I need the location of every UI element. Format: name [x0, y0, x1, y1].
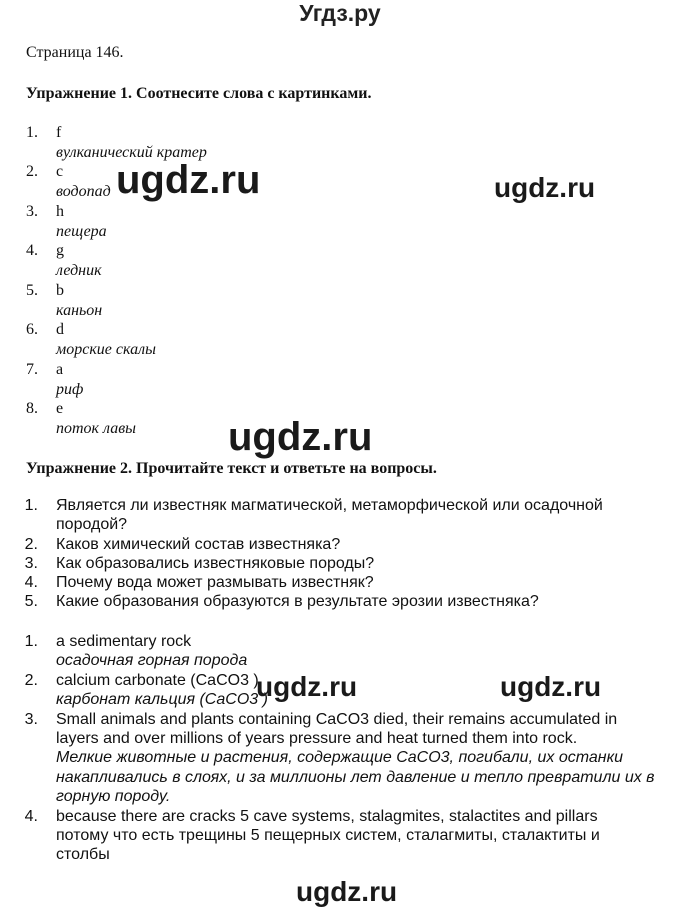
- answer-translation: Мелкие животные и растения, содержащие CaCO3, погибали, их останки: [56, 749, 624, 766]
- watermark: ugdz.ru: [256, 671, 358, 702]
- ex1-item-number: 5.: [26, 282, 38, 299]
- ex1-item-letter: c: [56, 163, 64, 180]
- ex1-item-number: 8.: [26, 400, 38, 417]
- ex1-item-translation: пещера: [56, 223, 107, 240]
- ex1-item-translation: водопад: [56, 183, 111, 200]
- ex1-item-number: 1.: [26, 124, 38, 141]
- question-number: 1.: [24, 497, 38, 514]
- answer-translation: накапливались в слоях, и за миллионы лет давление и тепло превратили их в: [56, 769, 655, 786]
- question-number: 2.: [24, 536, 38, 553]
- exercise1-heading: Упражнение 1. Соотнесите слова с картинками.: [26, 85, 372, 102]
- ex1-item-number: 7.: [26, 361, 38, 378]
- answer-number: 2.: [24, 672, 38, 689]
- answer-number: 4.: [24, 808, 38, 825]
- ex1-item-letter: d: [56, 321, 64, 338]
- ex1-item-translation: каньон: [56, 302, 103, 319]
- site-title[interactable]: Угдз.ру: [299, 0, 381, 26]
- ex1-item-number: 2.: [26, 163, 38, 180]
- watermark: ugdz.ru: [228, 415, 373, 459]
- answer-text: Small animals and plants containing CaCO3 died, their remains accumulated in: [56, 711, 618, 728]
- ex1-item-number: 4.: [26, 242, 38, 259]
- answer-text: потому что есть трещины 5 пещерных систем, сталагмиты, сталактиты и: [56, 827, 600, 844]
- question-number: 4.: [24, 574, 38, 591]
- watermark: ugdz.ru: [494, 172, 596, 203]
- ex1-item-letter: b: [56, 282, 64, 299]
- answer-text: because there are cracks 5 cave systems, stalagmites, stalactites and pillars: [56, 808, 598, 825]
- ex1-item-number: 6.: [26, 321, 38, 338]
- question-text: Каков химический состав известняка?: [56, 536, 341, 553]
- answer-text: calcium carbonate (CaCO3 ): [56, 672, 259, 689]
- ex1-item-translation: поток лавы: [56, 420, 136, 437]
- exercise2-heading: Упражнение 2. Прочитайте текст и ответьте на вопросы.: [26, 460, 437, 477]
- answer-text: столбы: [56, 846, 110, 863]
- answer-number: 1.: [24, 633, 38, 650]
- watermark: ugdz.ru: [500, 671, 602, 702]
- ex1-item-letter: f: [56, 124, 62, 141]
- ex1-item-translation: риф: [56, 381, 84, 398]
- ex1-item-letter: g: [56, 242, 64, 259]
- ex1-item-translation: вулканический кратер: [56, 144, 207, 161]
- question-text: Как образовались известняковые породы?: [56, 555, 375, 572]
- question-text: Является ли известняк магматической, метаморфической или осадочной: [56, 497, 603, 514]
- question-text: Почему вода может размывать известняк?: [56, 574, 374, 591]
- watermark: ugdz.ru: [296, 876, 398, 907]
- ex1-item-letter: h: [56, 203, 64, 220]
- answer-translation: осадочная горная порода: [56, 652, 248, 669]
- answer-number: 3.: [24, 711, 38, 728]
- question-text: Какие образования образуются в результате эрозии известняка?: [56, 593, 539, 610]
- answer-text: layers and over millions of years pressure and heat turned them into rock.: [56, 730, 578, 747]
- answer-translation: горную породу.: [56, 788, 171, 805]
- page-label: Страница 146.: [26, 44, 124, 61]
- ex1-item-letter: a: [56, 361, 64, 378]
- question-text: породой?: [56, 516, 128, 533]
- watermark: ugdz.ru: [116, 158, 261, 202]
- question-number: 3.: [24, 555, 38, 572]
- ex1-item-translation: морские скалы: [56, 341, 156, 358]
- answer-translation: карбонат кальция (CaCO3 ): [56, 691, 268, 708]
- ex1-item-translation: ледник: [56, 262, 102, 279]
- question-number: 5.: [24, 593, 38, 610]
- ex1-item-letter: e: [56, 400, 64, 417]
- answer-text: a sedimentary rock: [56, 633, 192, 650]
- ex1-item-number: 3.: [26, 203, 38, 220]
